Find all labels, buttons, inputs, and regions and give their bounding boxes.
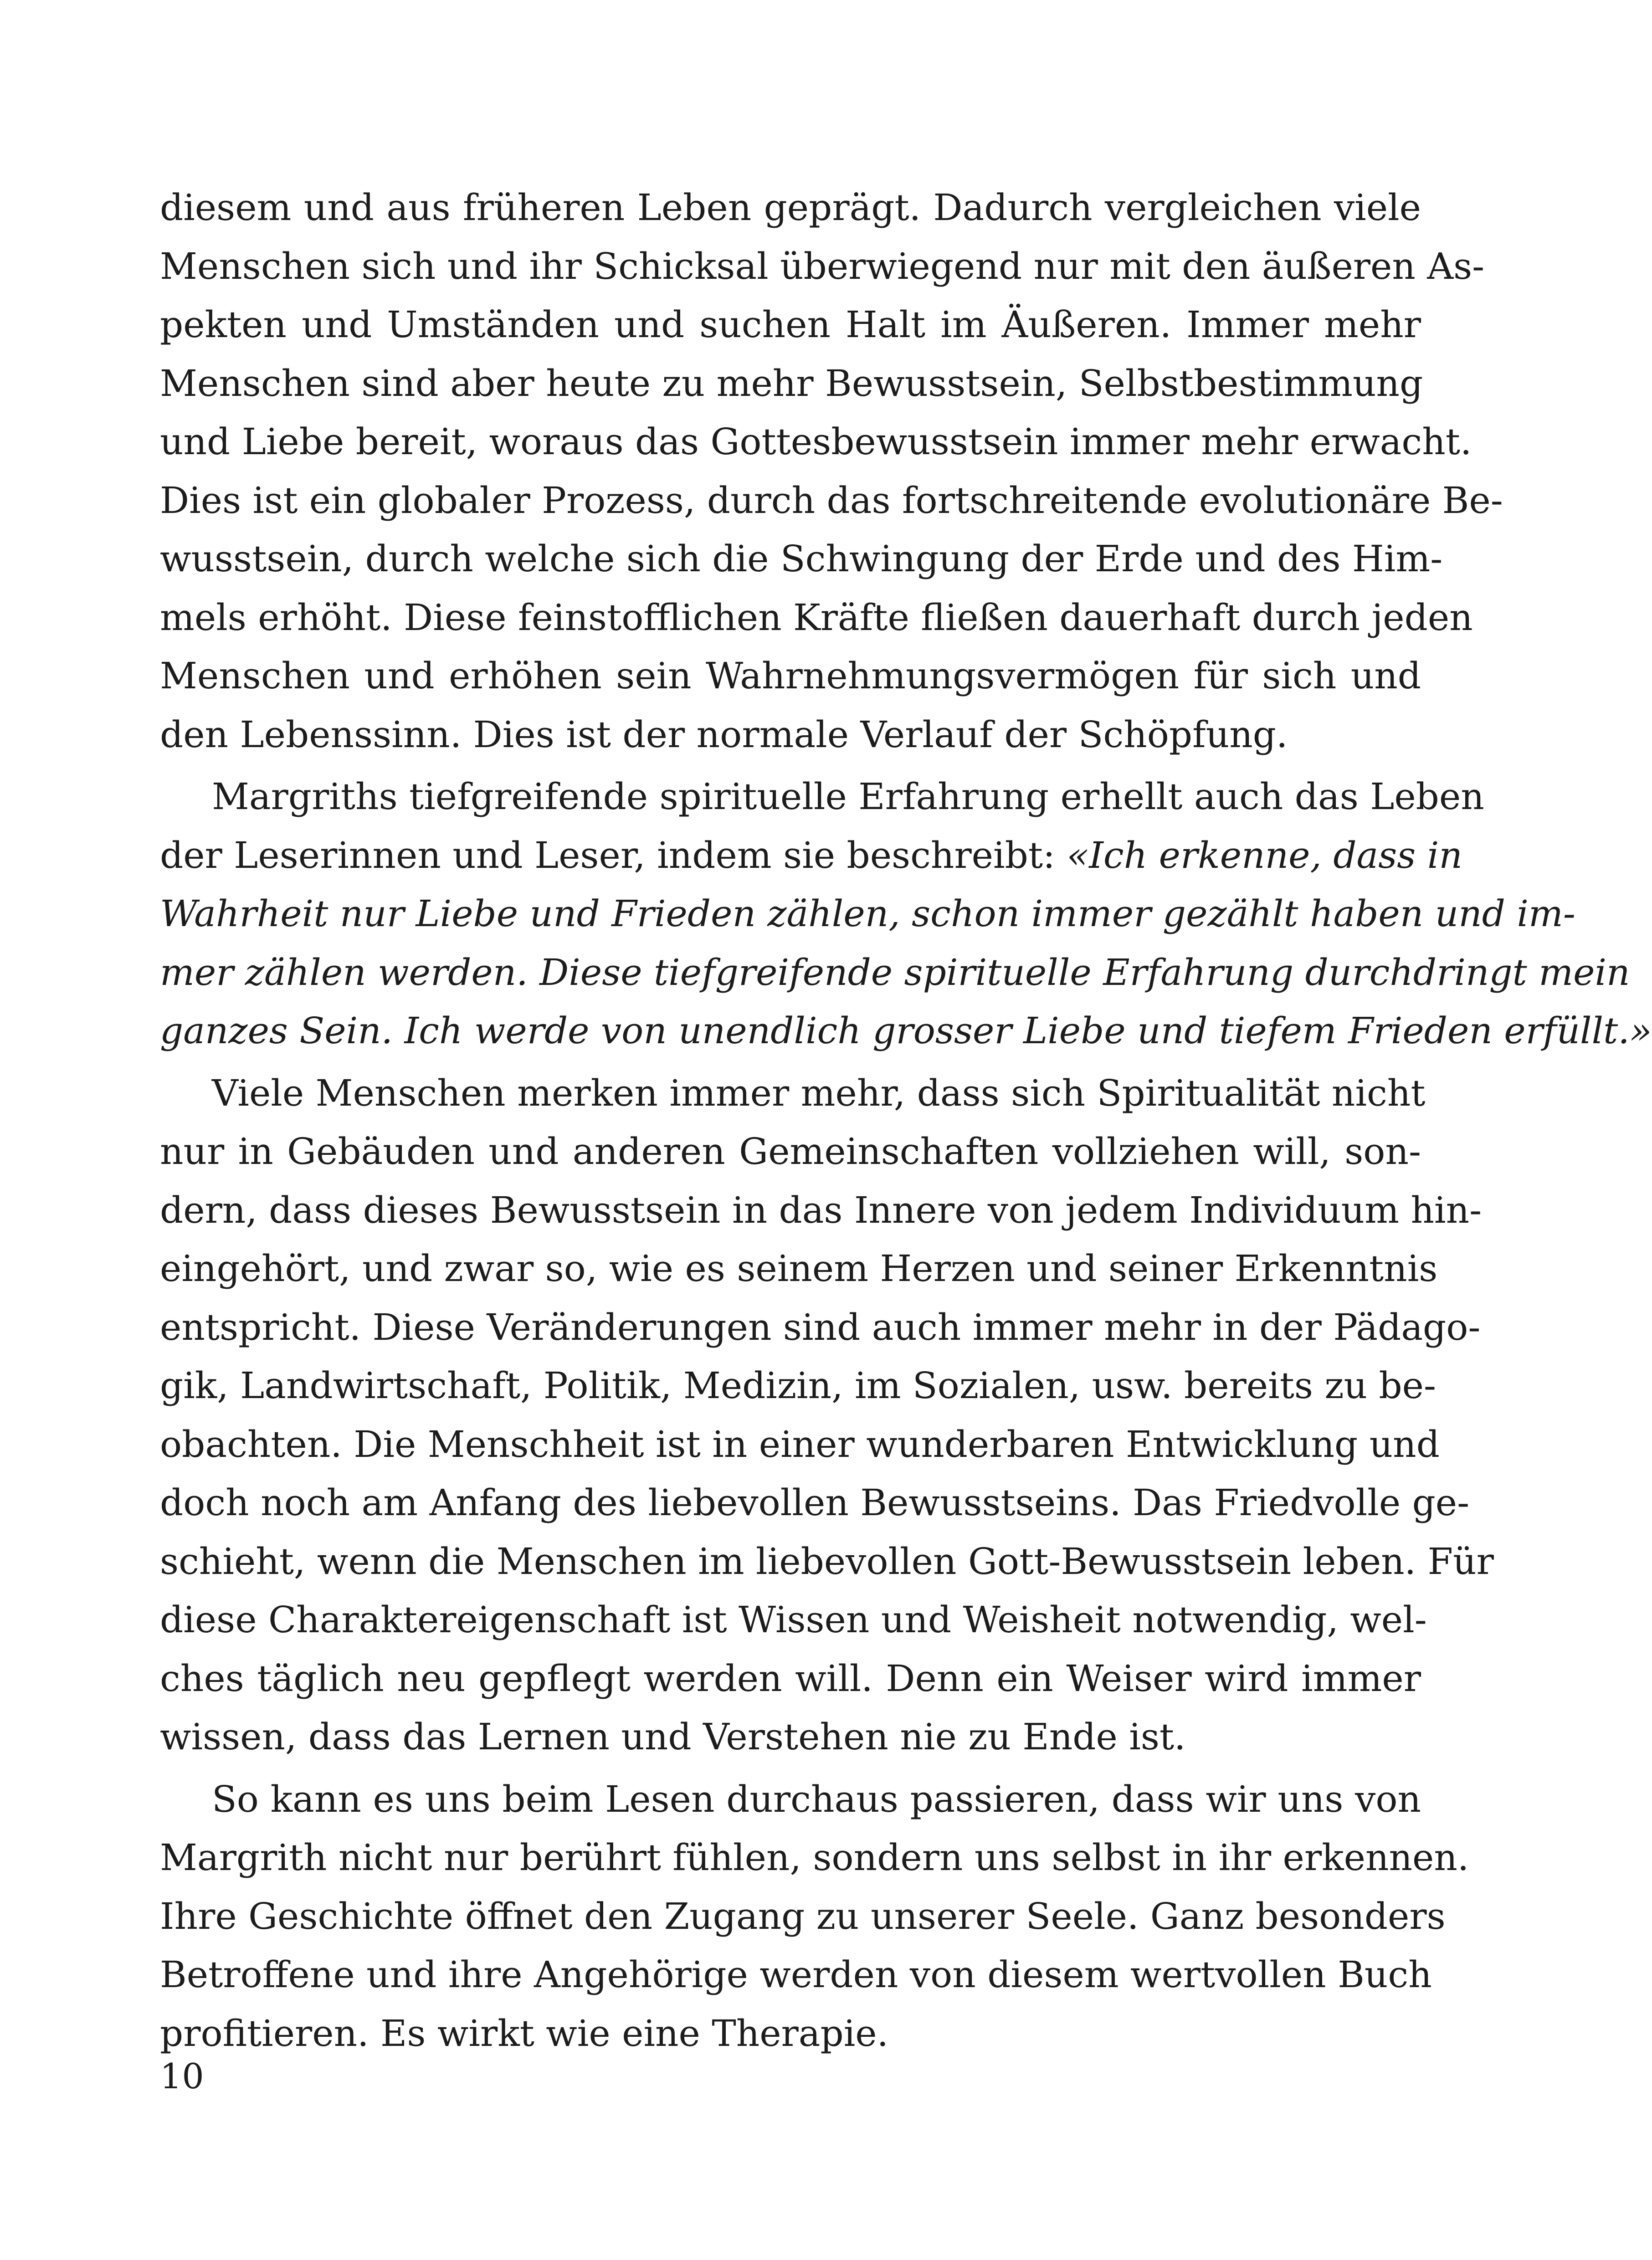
text-line: Betroffene und ihre Angehörige werden von diesem wertvollen Buch	[160, 1953, 1432, 1996]
text-line: obachten. Die Menschheit ist in einer wunderbaren Entwicklung und	[160, 1423, 1440, 1466]
text-line: doch noch am Anfang des liebevollen Bewusstseins. Das Friedvolle ge-	[160, 1481, 1470, 1524]
text-line: Margrith nicht nur berührt fühlen, sondern uns selbst in ihr erkennen.	[160, 1836, 1469, 1879]
text-line: Menschen sich und ihr Schicksal überwiegend nur mit den äußeren As-	[160, 245, 1485, 287]
text-line: schieht, wenn die Menschen im liebevollen Gott-Bewusstsein leben. Für	[160, 1540, 1494, 1583]
text-line: ches täglich neu gepflegt werden will. Denn ein Weiser wird immer	[160, 1657, 1421, 1700]
text-line: diesem und aus früheren Leben geprägt. Dadurch vergleichen viele	[160, 186, 1421, 229]
text-line: Margriths tiefgreifende spirituelle Erfahrung erhellt auch das Leben	[212, 775, 1484, 818]
text-line: Ihre Geschichte öffnet den Zugang zu unserer Seele. Ganz besonders	[160, 1895, 1446, 1937]
text-line: Viele Menschen merken immer mehr, dass sich Spiritualität nicht	[212, 1071, 1426, 1114]
quotation-line: mer zählen werden. Diese tiefgreifende spirituelle Erfahrung durchdringt mein	[160, 951, 1630, 994]
quotation-start: «Ich erkenne, dass in	[1067, 834, 1462, 876]
text-line: Menschen sind aber heute zu mehr Bewusstsein, Selbstbestimmung	[160, 362, 1423, 405]
text-line: den Lebenssinn. Dies ist der normale Verlauf der Schöpfung.	[160, 713, 1288, 756]
body-text	[160, 179, 1652, 2066]
quotation-line: ganzes Sein. Ich werde von unendlich grosser Liebe und tiefem Frieden erfüllt.»	[160, 1010, 1652, 1052]
text-line: So kann es uns beim Lesen durchaus passieren, dass wir uns von	[212, 1778, 1421, 1820]
text-line: dern, dass dieses Bewusstsein in das Innere von jedem Individuum hin-	[160, 1189, 1482, 1231]
text-line: profitieren. Es wirkt wie eine Therapie.	[160, 2012, 889, 2055]
text-line: diese Charaktereigenschaft ist Wissen und Weisheit notwendig, wel-	[160, 1599, 1427, 1641]
text-line: pekten und Umständen und suchen Halt im Äußeren. Immer mehr	[160, 303, 1421, 346]
paragraph	[160, 768, 1652, 1061]
text-line	[160, 826, 1462, 885]
quotation-line: Wahrheit nur Liebe und Frieden zählen, schon immer gezählt haben und im-	[160, 892, 1575, 935]
text-line: gik, Landwirtschaft, Politik, Medizin, im Sozialen, usw. bereits zu be-	[160, 1364, 1437, 1407]
text-line-lead: der Leserinnen und Leser, indem sie beschreibt:	[160, 834, 1067, 876]
text-line: wusstsein, durch welche sich die Schwingung der Erde und des Him-	[160, 538, 1443, 580]
paragraph	[160, 1064, 1494, 1767]
text-line: Menschen und erhöhen sein Wahrnehmungsvermögen für sich und	[160, 655, 1421, 697]
text-line: wissen, dass das Lernen und Verstehen nie zu Ende ist.	[160, 1716, 1186, 1758]
text-line: eingehört, und zwar so, wie es seinem Herzen und seiner Erkenntnis	[160, 1247, 1438, 1290]
text-line: nur in Gebäuden und anderen Gemeinschaften vollziehen will, son-	[160, 1130, 1421, 1173]
text-line: entspricht. Diese Veränderungen sind auch immer mehr in der Pädago-	[160, 1306, 1481, 1348]
page-number: 10	[160, 2056, 204, 2096]
text-line: Dies ist ein globaler Prozess, durch das fortschreitende evolutionäre Be-	[160, 479, 1503, 522]
text-line: und Liebe bereit, woraus das Gottesbewusstsein immer mehr erwacht.	[160, 420, 1472, 463]
paragraph	[160, 1770, 1469, 2063]
text-line: mels erhöht. Diese feinstofflichen Kräfte fließen dauerhaft durch jeden	[160, 596, 1473, 639]
paragraph	[160, 179, 1503, 764]
